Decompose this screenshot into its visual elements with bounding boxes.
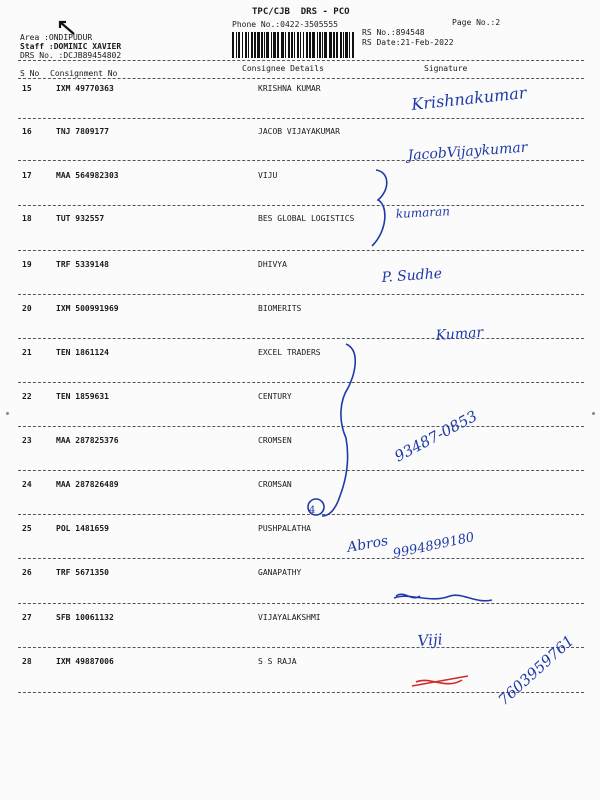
scan-dot [592,412,595,415]
table-row [0,568,600,612]
signature-15: Krishnakumar [410,83,528,114]
row-consignment: IXM 49887006 [56,657,114,666]
group-mark-number: 4 [309,505,316,516]
barcode-bar [266,32,269,58]
drs-number: DRS No. :DCJB89454802 [20,51,122,60]
staff-label: Staff :DOMINIC XAVIER [20,42,122,51]
note-23-phone: 93487-0853 [391,406,481,466]
row-sno: 23 [22,436,32,445]
barcode-bar [303,32,304,58]
rs-number: RS No.:894548 [362,28,425,37]
row-consignment: TRF 5339148 [56,260,109,269]
barcode-bar [242,32,243,58]
signature-18: kumaran [395,204,451,221]
note-28: 7603959761 [494,631,578,709]
row-sno: 18 [22,214,32,223]
row-consignment: MAA 564982303 [56,171,119,180]
column-header-signature: Signature [424,64,468,73]
row-sno: 24 [22,480,32,489]
barcode [232,32,354,58]
barcode-bar [317,32,318,58]
row-consignee: CROMSEN [258,436,292,445]
row-divider [18,250,584,251]
phone-number: Phone No.:0422-3505555 [232,20,338,29]
row-divider [18,294,584,295]
row-sno: 16 [22,127,32,136]
row-sno: 28 [22,657,32,666]
signature-16: JacobVijaykumar [407,139,528,164]
barcode-bar [336,32,338,58]
row-divider [18,558,584,559]
barcode-bar [291,32,293,58]
barcode-bar [251,32,253,58]
row-divider [18,338,584,339]
row-divider [18,160,584,161]
barcode-bar [248,32,249,58]
table-row [0,127,600,171]
row-divider [18,647,584,648]
barcode-bar [273,32,276,58]
row-consignee: CENTURY [258,392,292,401]
row-divider [18,692,584,693]
row-divider [18,426,584,427]
row-consignment: MAA 287825376 [56,436,119,445]
row-sno: 27 [22,613,32,622]
barcode-bar [261,32,263,58]
row-consignment: SFB 10061132 [56,613,114,622]
barcode-bar [288,32,290,58]
row-consignee: DHIVYA [258,260,287,269]
table-row [0,613,600,657]
barcode-bar [297,32,299,58]
barcode-bar [322,32,323,58]
row-divider [18,603,584,604]
barcode-bar [294,32,295,58]
table-row [0,214,600,258]
barcode-bar [333,32,335,58]
barcode-bar [300,32,301,58]
barcode-bar [264,32,265,58]
barcode-bar [309,32,311,58]
scan-dot [6,412,9,415]
table-row [0,171,600,215]
row-divider [18,118,584,119]
barcode-bar [312,32,315,58]
table-row [0,436,600,480]
row-consignee: GANAPATHY [258,568,302,577]
row-consignee: PUSHPALATHA [258,524,311,533]
row-sno: 22 [22,392,32,401]
barcode-bar [349,32,350,58]
table-row [0,657,600,701]
row-consignee: CROMSAN [258,480,292,489]
barcode-bar [340,32,342,58]
barcode-bar [345,32,348,58]
row-consignment: TEN 1859631 [56,392,109,401]
table-row [0,348,600,392]
column-header-consignment: Consignment No [50,69,118,78]
row-consignee: S S RAJA [258,657,297,666]
row-consignment: TRF 5671350 [56,568,109,577]
row-consignment: IXM 49770363 [56,84,114,93]
row-sno: 25 [22,524,32,533]
row-sno: 21 [22,348,32,357]
page-number: Page No.:2 [452,18,501,27]
row-divider [18,205,584,206]
row-consignment: POL 1481659 [56,524,109,533]
rs-date: RS Date:21-Feb-2022 [362,38,454,47]
barcode-bar [277,32,279,58]
barcode-bar [257,32,260,58]
table-row [0,480,600,524]
barcode-bar [329,32,332,58]
barcode-bar [254,32,256,58]
table-row [0,392,600,436]
row-consignee: VIJU [258,171,278,180]
barcode-bar [343,32,344,58]
row-sno: 15 [22,84,32,93]
barcode-bar [236,32,237,58]
table-row [0,260,600,304]
row-sno: 20 [22,304,32,313]
row-consignment: TNJ 7809177 [56,127,109,136]
row-consignee: KRISHNA KUMAR [258,84,321,93]
barcode-bar [285,32,286,58]
table-row [0,524,600,568]
table-row [0,84,600,128]
header-divider [18,60,584,61]
row-sno: 19 [22,260,32,269]
row-divider [18,382,584,383]
row-consignment: IXM 500991969 [56,304,119,313]
signature-25: Abros [345,532,390,556]
barcode-bar [238,32,240,58]
column-header-divider [18,78,584,79]
barcode-bar [319,32,321,58]
column-header-sno: S No [20,69,40,78]
phone-25: 9994899180 [391,530,476,562]
column-header-consignee: Consignee Details [242,64,324,73]
row-sno: 17 [22,171,32,180]
row-divider [18,514,584,515]
barcode-bar [306,32,308,58]
signature-20: Kumar [435,324,484,344]
barcode-bar [324,32,327,58]
barcode-bar [271,32,272,58]
row-divider [18,470,584,471]
barcode-bar [352,32,354,58]
table-row [0,304,600,348]
row-consignee: JACOB VIJAYAKUMAR [258,127,340,136]
row-consignee: BES GLOBAL LOGISTICS [258,214,355,223]
row-consignment: TUT 932557 [56,214,105,223]
area-label: Area :ONDIPUDUR [20,33,93,42]
row-consignee: BIOMERITS [258,304,302,313]
barcode-bar [232,32,234,58]
row-sno: 26 [22,568,32,577]
row-consignee: EXCEL TRADERS [258,348,321,357]
signature-27: Viji [417,630,444,650]
row-consignment: MAA 287826489 [56,480,119,489]
sheet-title: TPC/CJB DRS - PCO [252,7,350,17]
row-consignee: VIJAYALAKSHMI [258,613,321,622]
barcode-bar [281,32,284,58]
barcode-bar [245,32,247,58]
signature-19: P. Sudhe [381,265,443,286]
row-consignment: TEN 1861124 [56,348,109,357]
